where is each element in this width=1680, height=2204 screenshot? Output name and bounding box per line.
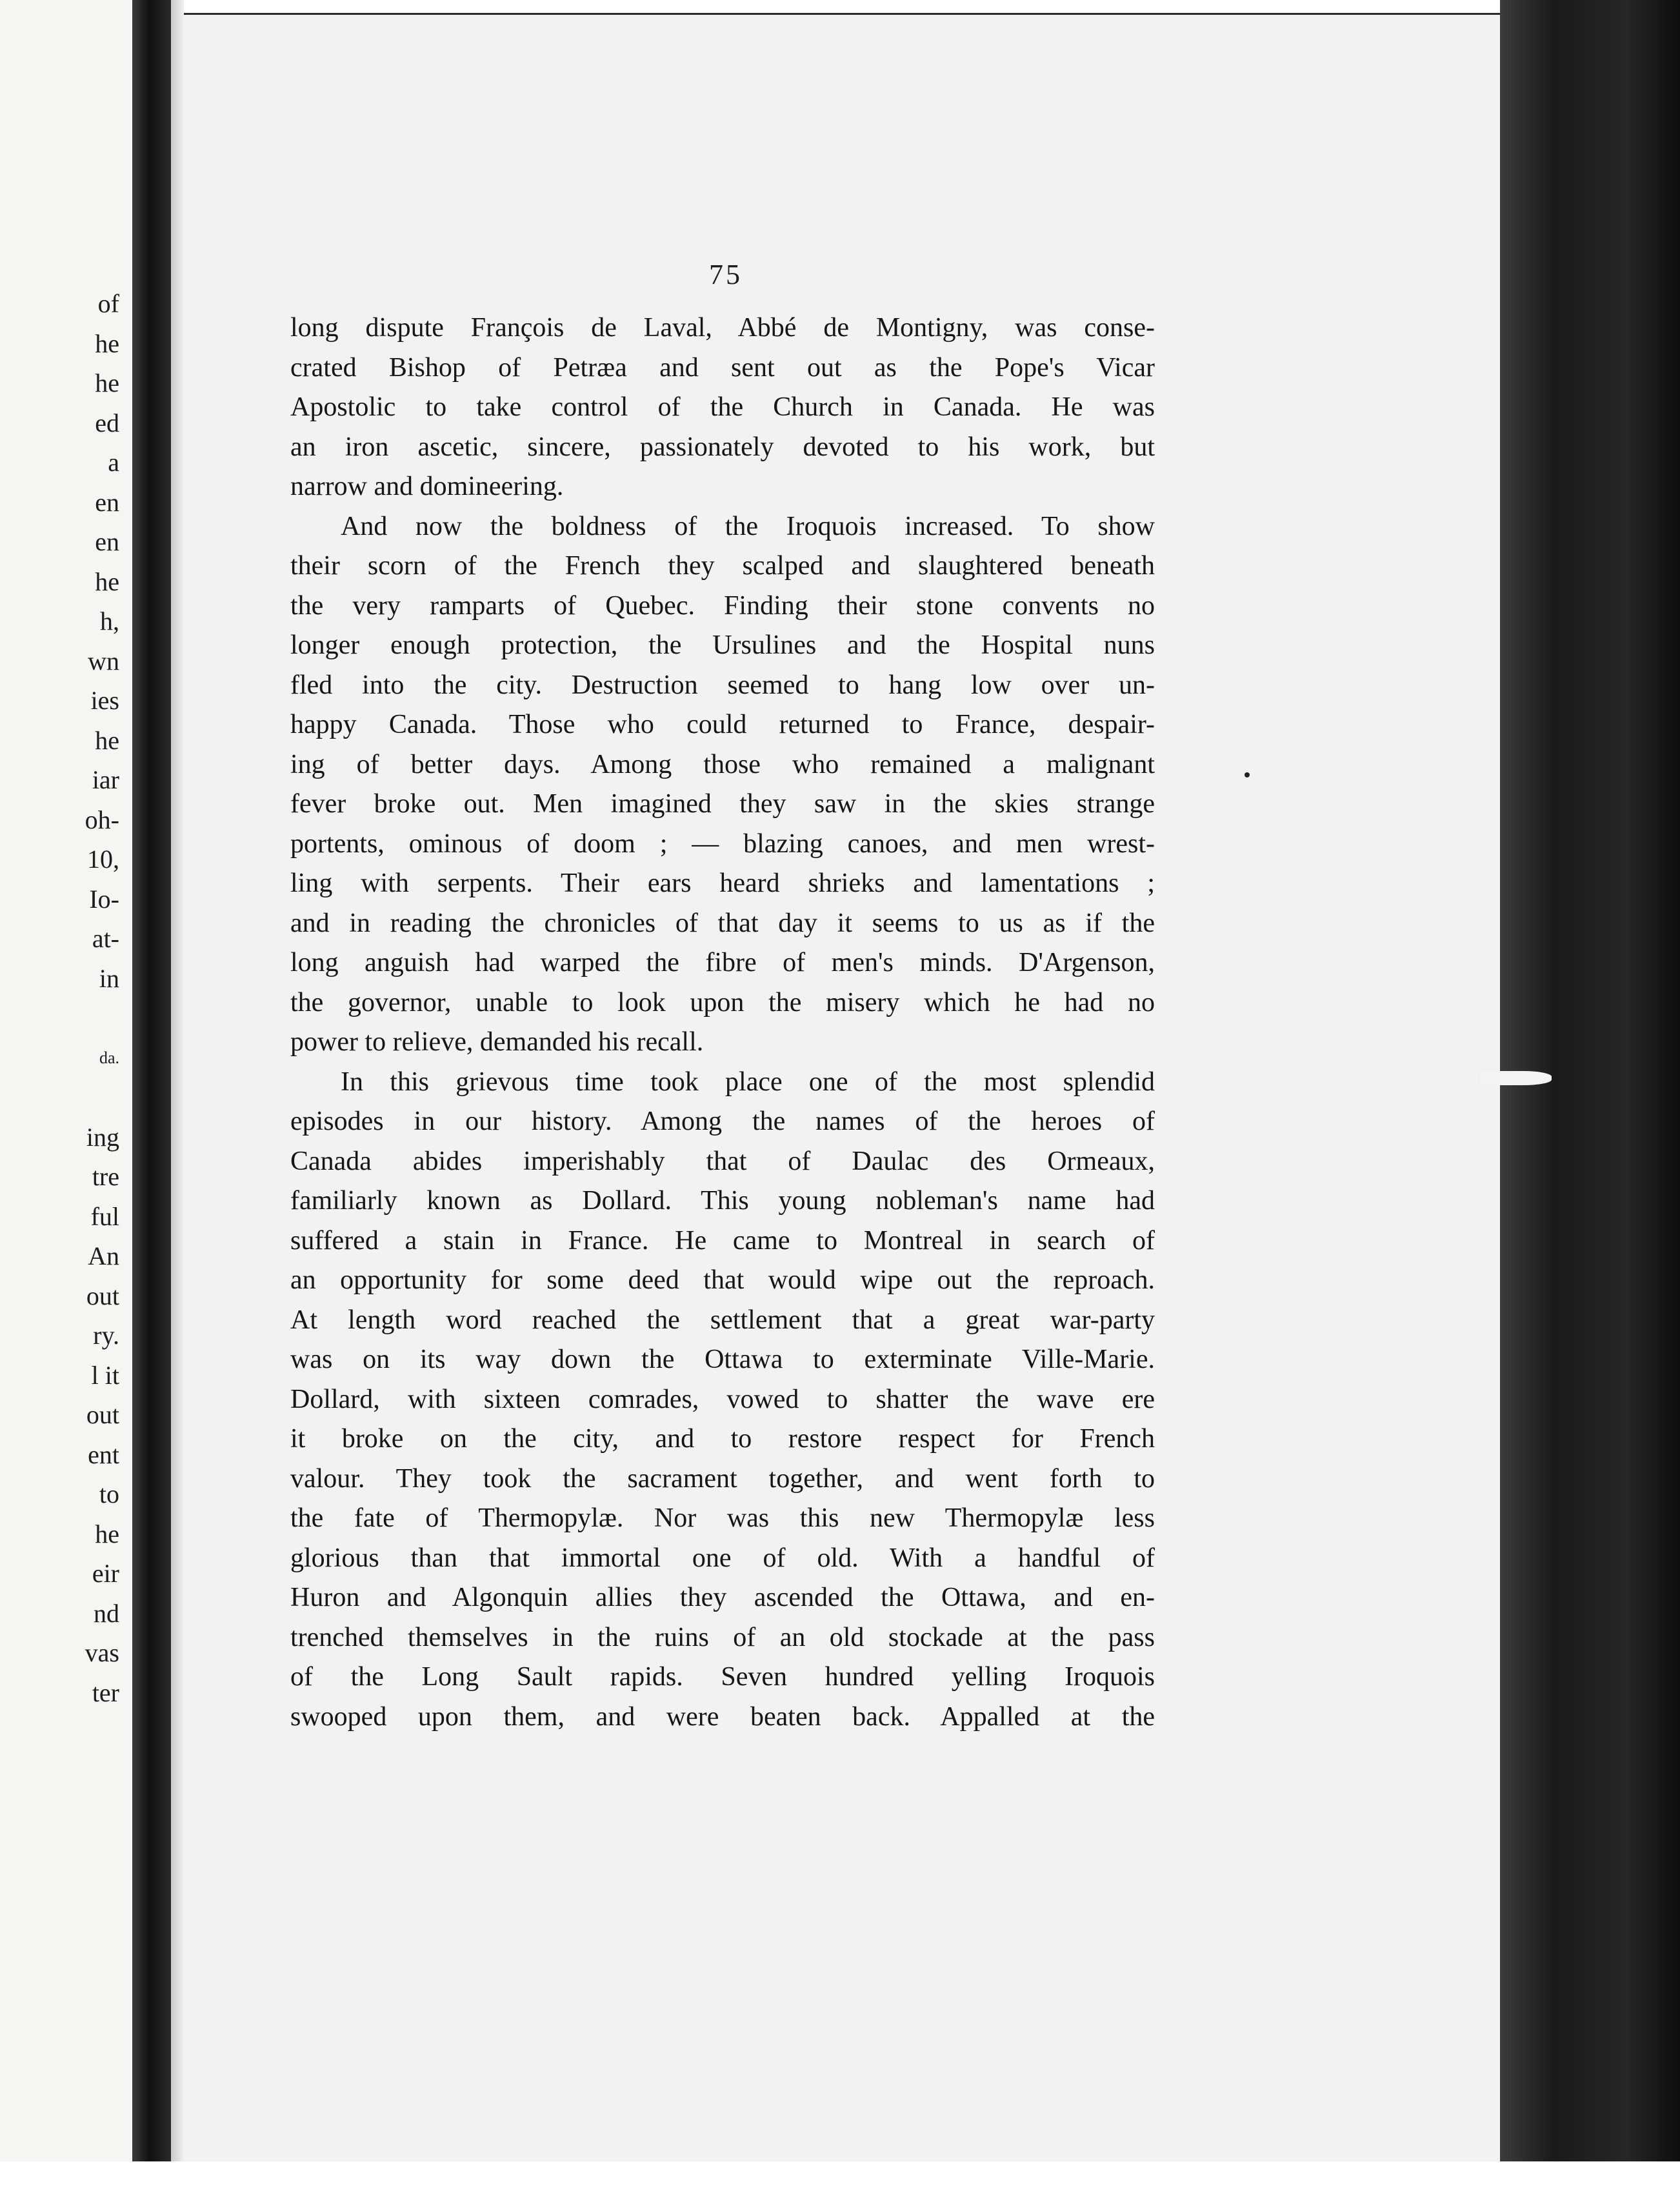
left-fragment: l it	[91, 1360, 119, 1390]
left-fragment: en	[95, 487, 119, 517]
left-fragment: Io-	[89, 884, 119, 914]
page-number: 75	[709, 259, 743, 290]
left-fragment: en	[95, 527, 119, 556]
text-line: ing of better days. Among those who remained a malignant	[290, 749, 1155, 779]
text-line: fever broke out. Men imagined they saw in the skies strange	[290, 789, 1155, 819]
paragraph-first-line: In this grievous time took place one of the most splendid	[341, 1067, 1155, 1097]
left-fragment: An	[88, 1241, 119, 1270]
text-line: trenched themselves in the ruins of an old stockade at the pass	[290, 1622, 1155, 1652]
text-line: an iron ascetic, sincere, passionately devoted to his work, but	[290, 432, 1155, 462]
text-line: Canada abides imperishably that of Daulac des Ormeaux,	[290, 1146, 1155, 1176]
left-fragment: he	[95, 368, 119, 397]
text-line: glorious than that immortal one of old. With a handful of	[290, 1543, 1155, 1573]
text-line: happy Canada. Those who could returned to France, despair-	[290, 710, 1155, 739]
left-fragment: he	[95, 328, 119, 358]
page-edge-highlight	[171, 0, 184, 2204]
left-fragment-gap	[0, 998, 119, 1038]
left-fragment: out	[86, 1281, 119, 1310]
scan-speck	[1245, 772, 1250, 777]
text-line: fled into the city. Destruction seemed to hang low over un-	[290, 670, 1155, 700]
text-line: power to relieve, demanded his recall.	[290, 1027, 704, 1057]
left-fragment: out	[86, 1400, 119, 1429]
left-fragment-footnote: da.	[99, 1048, 119, 1067]
left-fragment: at-	[92, 924, 119, 953]
left-fragment: 10,	[87, 845, 119, 874]
text-line: the governor, unable to look upon the misery which he had no	[290, 987, 1155, 1017]
text-line: was on its way down the Ottawa to exterminate Ville-Marie.	[290, 1345, 1155, 1374]
scan-bottom-margin	[0, 2161, 1680, 2204]
left-fragment: vas	[85, 1638, 119, 1667]
text-line: an opportunity for some deed that would wipe out the reproach.	[290, 1265, 1155, 1295]
left-fragment: ry.	[93, 1321, 119, 1350]
text-line: Apostolic to take control of the Church in Canada. He was	[290, 392, 1155, 422]
text-line: long anguish had warped the fibre of men's minds. D'Argenson,	[290, 948, 1155, 977]
text-line: their scorn of the French they scalped and slaughtered beneath	[290, 551, 1155, 581]
left-fragment: ed	[95, 408, 119, 437]
text-line: At length word reached the settlement that a great war-party	[290, 1305, 1155, 1335]
text-line: portents, ominous of doom ; — blazing canoes, and men wrest-	[290, 828, 1155, 859]
left-facing-page	[0, 0, 132, 2204]
text-line: ling with serpents. Their ears heard shrieks and lamentations ;	[290, 868, 1155, 898]
text-line: familiarly known as Dollard. This young nobleman's name had	[290, 1186, 1155, 1216]
page-body-text	[290, 308, 1155, 1737]
text-line: the fate of Thermopylæ. Nor was this new Thermopylæ less	[290, 1503, 1155, 1533]
paragraph-first-line: And now the boldness of the Iroquois increased. To show	[341, 511, 1155, 541]
text-line: Huron and Algonquin allies they ascended the Ottawa, and en-	[290, 1583, 1155, 1612]
left-fragment: ing	[86, 1122, 119, 1152]
text-line: of the Long Sault rapids. Seven hundred yelling Iroquois	[290, 1662, 1155, 1692]
left-fragment: h,	[100, 606, 119, 636]
text-line: it broke on the city, and to restore respect for French	[290, 1424, 1155, 1454]
left-fragment: ent	[88, 1439, 119, 1469]
left-fragment: ful	[90, 1201, 119, 1231]
left-fragment: ter	[92, 1678, 119, 1707]
left-fragment: ies	[90, 686, 119, 715]
bookmark-tab	[1481, 1071, 1552, 1085]
left-fragment: to	[99, 1479, 119, 1508]
text-line: long dispute François de Laval, Abbé de Montigny, was conse-	[290, 313, 1155, 343]
left-fragment: he	[95, 566, 119, 596]
left-fragment: he	[95, 725, 119, 755]
left-fragment: he	[95, 1519, 119, 1548]
text-line: suffered a stain in France. He came to Montreal in search of	[290, 1225, 1155, 1256]
book-cover-edge	[1500, 0, 1680, 2204]
text-line: the very ramparts of Quebec. Finding their stone convents no	[290, 590, 1155, 621]
left-fragment: a	[108, 448, 119, 477]
left-fragment: tre	[92, 1162, 119, 1191]
left-fragment: in	[99, 963, 119, 993]
text-line: Dollard, with sixteen comrades, vowed to shatter the wave ere	[290, 1384, 1155, 1414]
left-fragment: eir	[92, 1559, 119, 1588]
left-fragment-gap	[0, 1077, 119, 1117]
text-line: narrow and domineering.	[290, 472, 564, 501]
text-line: swooped upon them, and were beaten back. Appalled at the	[290, 1701, 1155, 1732]
left-fragment: wn	[88, 646, 119, 676]
left-fragment: of	[97, 289, 119, 318]
text-line: longer enough protection, the Ursulines and the Hospital nuns	[290, 630, 1155, 660]
book-gutter-shadow	[132, 0, 171, 2204]
text-line: and in reading the chronicles of that day it seems to us as if the	[290, 908, 1155, 938]
text-line: crated Bishop of Petræa and sent out as the Pope's Vicar	[290, 352, 1155, 383]
text-line: valour. They took the sacrament together, and went forth to	[290, 1463, 1155, 1494]
text-line: episodes in our history. Among the names of the heroes of	[290, 1107, 1155, 1136]
left-fragment: oh-	[85, 805, 119, 834]
left-fragment: iar	[92, 765, 119, 794]
left-fragment: nd	[94, 1598, 119, 1628]
left-page-text-fragments	[0, 284, 119, 1712]
